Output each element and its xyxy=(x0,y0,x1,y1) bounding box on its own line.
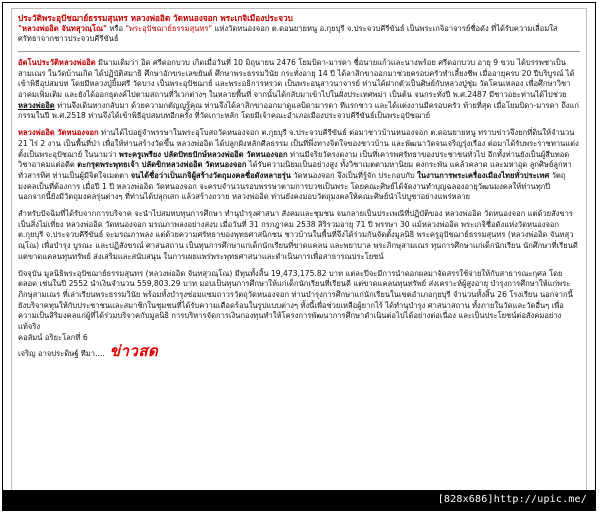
divider xyxy=(18,51,580,52)
intro-name-1: "หลวงพ่ออิด จันทสุวณฺโณ" xyxy=(18,23,107,33)
temple-bold-1: พระครูเพรียง ปลัดปัทธปักษ์หลวงพ่ออิด วัดหนองจอก xyxy=(118,149,288,159)
temple-text-3: ได้รับความนิยมเป็นอย่างสูง ทั้งวิชาเมตตามหานิยม คงกระพัน แคล้วคลาด และมหาอุด ลูกศิษย์ลูกหาทั่วสารทิศ ท่านเป็นผู้มีจิตใจเมตตา xyxy=(18,160,572,180)
intro-text-1: หรือ xyxy=(106,23,126,33)
bio-text-2: ท่านจึงเดินทางกลับมา ด้วยความกตัญญูรู้คุณ ท่านจึงได้ลาสิกขาออกมาดูแลบิดามารดา ทีแรกชาว และได้แต่งงานมีครอบครัว ท้ายที่สุด เมื่อโยมบิดา-มารดา ถึงแก่กรรมในปี พ.ศ.2518 ท่านจึงได้เข้าพิธีอุปสมบทอีกครั้ง ที่วัดเกาะหลัก โดยมีเจ้าคณะอำเภอเมืองประจวบคีรีขันธ์เป็นพระอุปัชฌาย์ xyxy=(18,100,579,121)
byline: เจริญ อาจประดิษฐ์ ทีมา.... xyxy=(18,349,105,359)
fund-text: ปัจจุบัน มูลนิธิพระอุปัชฌาย์ธรรมสุนทร (หลวงพ่ออิด จันทสุวณฺโณ) มีทุนทั้งสิ้น 19,473,175.82 บาท แต่ละปีจะมีการนำดอกผลมาจัดสรรใช้จ่ายให้กับสาธารณะกุศล โดยตลอด เช่นในปี 2552 นำเงินจำนวน 559,803.29 บาท มอบเป็นทุนการศึกษาให้แก่เด็กนักเรียนที่เรียนดี แต่ขาดแคลนทุนทรัพย์ ส่งเคราะห์ผู้สูงอายุ บำรุงการศึกษาให้แก่พระภิกษุสามเณร ที่เล่าเรียนพระธรรมวินัย พร้อมทั้งบำรุงซ่อมแซมถาวรวัตถุวัดหนองจอก ท่านบำรุงการศึกษาแก่นักเรียนในเขตอำเภอกุยบุรี จำนวนทั้งสิ้น 26 โรงเรียน นอกจากนี้ ยังบริจาคทุนให้กับประชาชนและสมาชิกในชุมชนที่ได้รับความเดือดร้อนในรูปแบบต่างๆ ทั้งนี้เพื่อช่วยเหลือผู้ยากไร้ ได้ทำนุบำรุง ศาสนาสถาน ทั้งภายในวัดและวัดอื่นๆ เพื่อความเป็นสิริมงคลแก่ผู้ที่ได้ร่วมบริจาคกับมูลนิธิ การบริหารจัดการเงินกองทุนทำให้โครงการพัฒนาการศึกษาดำเนินต่อไปได้อย่างต่อเนื่อง และเป็นประโยชน์ต่อสังคมอย่างแท้จริง xyxy=(18,268,573,332)
school-paragraph: สำหรับปัจฉิมที่ได้รับจากการบริจาค จะนำไปสมทบทุนการศึกษา ทำนุบำรุงศาสนา สังคมและชุมชน จนกลายเป็นประเพณีที่ปฏิบัติของ หลวงพ่ออิด วัดหนองจอก แต่ด้วยสังขารเป็นสิ่งไม่เที่ยง หลวงพ่ออิด วัดหนองจอก มรณภาพลงอย่างสงบ เมื่อวันที่ 31 กรกฎาคม 2538 สิริรวมอายุ 71 ปี พรรษา 30 แม้หลวงพ่ออิด พระเกจิชื่อดังแห่งวัดหนองจอก ต.กุยบุรี จ.ประจวบคีรีขันธ์ จะมรณภาพลง แต่ด้วยความศรัทธาของพุทธศาสนิกชน ชาวบ้านในพื้นที่จึงได้ร่วมกันจัดตั้งมูลนิธิ พระครูอุปัชฌาย์ธรรมสุนทร (หลวงพ่ออิด จันทสุวณฺโณ) เพื่อบำรุง บูรณะ และปฏิสังขรณ์ ศาสนสถาน เป็นทุนการศึกษาแก่เด็กนักเรียนที่ขาดแคลน และพยาบาล พระภิกษุสามเณร ทุนการศึกษาแก่เด็กนักเรียน นักศึกษาที่เรียนดี แต่ขาดแคลนทุนทรัพย์ ส่งเสริมและสนับสนุน ในการเผยแพร่พระพุทธศาสนาและดำเนินการเพื่อสาธารณประโยชน์ xyxy=(18,209,578,261)
article-title: ประวัติพระอุปัชฌาย์ธรรมสุนทร หลวงพ่ออิด วัดหนองจอก พระเกจิเมืองประจวบ xyxy=(18,13,293,23)
intro-paragraph xyxy=(18,24,580,45)
temple-bold-4: ในงานการพระเครื่องเมืองไทยทั่วประเทศ xyxy=(417,170,550,180)
article-body xyxy=(12,9,586,360)
temple-bold-2: ตะกรุดพระพุทธเจ้า ปลัดขิกหลวงพ่ออิด วัดหนองจอก xyxy=(77,160,247,170)
temple-heading: หลวงพ่ออิด วัดหนองจอก xyxy=(18,128,99,138)
temple-text-4: วัดหนองจอก จึงเป็นที่รู้จัก ประกอบกับ xyxy=(290,170,418,180)
bio-text-1: มีนามเดิมว่า อิด ศรีดอกบวบ เกิดเมื่อวันที่ 10 มิถุนายน 2476 โยมบิดา-มารดา ชื่อนายแก้วและนางพร้อย ศรีดอกบวบ อายุ 9 ขวบ ได้บรรพชาเป็นสามเณร ในวัดบ้านเกิด ได้ปฏิบัติสมาธิ ศึกษาอักขระเลขยันต์ ศึกษาพระธรรมวินัย กระทั่งอายุ 14 ปี ได้ลาสิกขาออกมาช่วยครอบครัวทำเลี้ยงชีพ เมื่ออายุครบ 20 ปีบริบูรณ์ ได้เข้าพิธีอุปสมบท โดยมีหลวงปู่ยิ้มศรี วัดบาง เป็นพระอุปัชฌาย์ และพระอธิการหรวด เป็นพระอนุสาวนาจารย์ ท่านได้ฝากตัวเป็นศิษย์กับหลวงปู่ชุ่ม วัดโคนเหลอง เพื่อศึกษาวิชาอาคมเพิ่มเติม และยังได้ออกธุดงค์ไปตามสถานที่วิเวกต่างๆ ในหลายพื้นที่ จากนั้นได้กลับมาเข้าไปในฝั่งประเทศพม่า เป็นต้น จนกระทั่งปี พ.ศ.2487 มีชาวอยะท่านได้ไปช่วย xyxy=(18,57,575,100)
byline-row xyxy=(18,342,580,361)
temple-text-5: วัตถุมงคลเป็นที่ต้องการ เมื่อปี 1 ปี หลวงพ่ออิด วัดหนองจอก จะครบจำนวนรอบพรรษาตามการบวชเป็นพระ โดยคณะศิษย์ได้จัดงานทำบุญฉลองอายุวัฒนมงคลให้ท่านทุกปี นอกจากนี้ยังมีวัตถุมงคลรุ่นต่างๆ ที่ท่านได้ปลุกเสก แล้วสร้างถวาย หลวงพ่ออิด ท่านยังคงมอบวัตถุมงคลให้คณะศิษย์นำไปบูชาอย่างแพร่หลาย xyxy=(18,170,566,202)
bio-underlined: หลวงพ่ออิด xyxy=(18,100,55,110)
source-logo: ข่าวสด xyxy=(109,342,159,361)
temple-text-1: ท่านได้ไปอยู่จำพรรษาในพระอุโบสถวัดหนองจอก ต.กุยบุรี จ.ประจวบคีรีขันธ์ ต่อมาชาวบ้านหนองจอก ต.ดอนยายหนู ทราบข่าวจึงยกที่ดินให้จำนวน 21 ไร่ 2 งาน เป็นพื้นที่ป่า เพื่อให้ท่านสร้างวัดขึ้น หลวงพ่ออิด ได้ปลูกฝังหลักศีลธรรม เป็นที่พึ่งทางจิตใจของชาวบ้าน และพัฒนาวัดจนเจริญรุ่งเรือง ต่อมาได้รับพระราชทานแต่งตั้งเป็นพระอุปัชฌาย์ ในนามว่า xyxy=(18,128,579,159)
intro-name-2: "พระอุปัชฌาย์ธรรมสุนทร" xyxy=(125,23,213,33)
page-frame xyxy=(2,2,596,511)
footer-bar xyxy=(3,490,595,510)
temple-paragraph xyxy=(18,128,580,203)
temple-text-2: ท่านมีจริยวัตรงดงาม เป็นที่เคารพศรัทธาของประชาชนทั่วไป อีกทั้งท่านยังเป็นผู้สืบทอดวิชาอาคมแต่อดีต xyxy=(18,149,570,170)
fund-paragraph xyxy=(18,269,580,333)
temple-bold-3: จนได้ชื่อว่าเป็นเกจิผู้สร้างวัตถุมงคลชื่อดังหลายรุ่น xyxy=(130,170,291,180)
footer-link[interactable]: [828x686]http://upic.me/ xyxy=(437,494,587,505)
article-panel xyxy=(11,8,587,496)
intro-text-2: แห่งวัดหนองจอก ต.ดอนยายหนู อ.กุยบุรี จ.ประจวบคีรีขันธ์ เป็นพระเกจิอาจารย์ชื่อดัง ที่ได้รับความเลื่อมใสศรัทธาจากชาวประจวบคีรีขันธ์ xyxy=(18,23,558,44)
column-name: คอลัมน์ อริยะโลกที่ 6 xyxy=(18,332,88,342)
bio-heading: อัตโนประวัติหลวงพ่ออิด xyxy=(18,57,96,67)
bio-paragraph xyxy=(18,58,580,122)
